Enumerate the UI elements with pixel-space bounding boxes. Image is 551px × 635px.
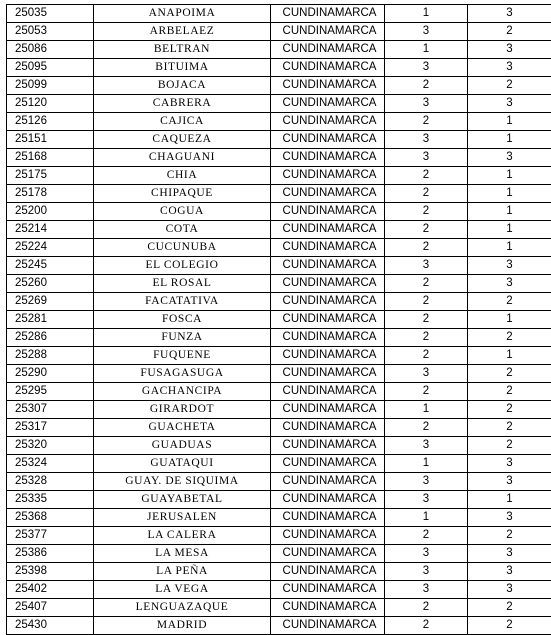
municipality-code-cell: 25035 (7, 5, 94, 23)
table-row (7, 239, 551, 257)
municipality-code-cell: 25269 (7, 293, 94, 311)
department-cell: CUNDINAMARCA (271, 41, 385, 59)
value-column-5-cell: 3 (468, 59, 551, 77)
municipality-name-cell: EL COLEGIO (94, 257, 271, 275)
department-cell: CUNDINAMARCA (271, 221, 385, 239)
department-cell: CUNDINAMARCA (271, 257, 385, 275)
value-column-5-cell: 3 (468, 5, 551, 23)
municipality-code-cell: 25168 (7, 149, 94, 167)
value-column-4-cell: 2 (385, 221, 468, 239)
value-column-4-cell: 2 (385, 167, 468, 185)
value-column-4-cell: 3 (385, 59, 468, 77)
table-row (7, 437, 551, 455)
municipality-code-cell: 25324 (7, 455, 94, 473)
value-column-5-cell: 1 (468, 167, 551, 185)
value-column-5-cell: 2 (468, 23, 551, 41)
department-cell: CUNDINAMARCA (271, 509, 385, 527)
department-cell: CUNDINAMARCA (271, 473, 385, 491)
value-column-4-cell: 3 (385, 131, 468, 149)
municipality-name-cell: CHIPAQUE (94, 185, 271, 203)
municipality-name-cell: BITUIMA (94, 59, 271, 77)
municipality-code-cell: 25335 (7, 491, 94, 509)
department-cell: CUNDINAMARCA (271, 617, 385, 635)
value-column-4-cell: 1 (385, 455, 468, 473)
department-cell: CUNDINAMARCA (271, 185, 385, 203)
value-column-5-cell: 3 (468, 149, 551, 167)
table-row (7, 491, 551, 509)
municipality-code-cell: 25151 (7, 131, 94, 149)
value-column-4-cell: 2 (385, 419, 468, 437)
municipality-code-cell: 25290 (7, 365, 94, 383)
table-row (7, 275, 551, 293)
municipality-code-cell: 25430 (7, 617, 94, 635)
department-cell: CUNDINAMARCA (271, 239, 385, 257)
municipality-name-cell: COGUA (94, 203, 271, 221)
municipality-name-cell: CAJICA (94, 113, 271, 131)
municipality-name-cell: GACHANCIPA (94, 383, 271, 401)
table-row (7, 455, 551, 473)
table-row (7, 419, 551, 437)
department-cell: CUNDINAMARCA (271, 131, 385, 149)
value-column-5-cell: 2 (468, 527, 551, 545)
municipality-name-cell: FACATATIVA (94, 293, 271, 311)
department-cell: CUNDINAMARCA (271, 599, 385, 617)
municipality-name-cell: JERUSALEN (94, 509, 271, 527)
department-cell: CUNDINAMARCA (271, 59, 385, 77)
municipality-name-cell: LA MESA (94, 545, 271, 563)
value-column-5-cell: 1 (468, 203, 551, 221)
municipality-table-sheet (6, 4, 551, 635)
value-column-4-cell: 3 (385, 545, 468, 563)
department-cell: CUNDINAMARCA (271, 23, 385, 41)
municipality-name-cell: CAQUEZA (94, 131, 271, 149)
value-column-5-cell: 1 (468, 491, 551, 509)
value-column-5-cell: 2 (468, 383, 551, 401)
value-column-4-cell: 3 (385, 257, 468, 275)
department-cell: CUNDINAMARCA (271, 419, 385, 437)
value-column-4-cell: 1 (385, 401, 468, 419)
table-row (7, 581, 551, 599)
municipality-code-cell: 25295 (7, 383, 94, 401)
municipality-code-cell: 25407 (7, 599, 94, 617)
municipality-name-cell: LA VEGA (94, 581, 271, 599)
table-row (7, 203, 551, 221)
value-column-4-cell: 2 (385, 617, 468, 635)
value-column-5-cell: 3 (468, 275, 551, 293)
value-column-5-cell: 3 (468, 455, 551, 473)
municipality-code-cell: 25328 (7, 473, 94, 491)
municipality-name-cell: LA CALERA (94, 527, 271, 545)
value-column-4-cell: 3 (385, 149, 468, 167)
value-column-5-cell: 3 (468, 581, 551, 599)
value-column-5-cell: 1 (468, 185, 551, 203)
value-column-4-cell: 2 (385, 275, 468, 293)
value-column-5-cell: 3 (468, 41, 551, 59)
value-column-5-cell: 3 (468, 545, 551, 563)
municipality-name-cell: ANAPOIMA (94, 5, 271, 23)
municipality-name-cell: LA PEÑA (94, 563, 271, 581)
value-column-5-cell: 3 (468, 95, 551, 113)
value-column-5-cell: 2 (468, 617, 551, 635)
municipality-code-cell: 25281 (7, 311, 94, 329)
value-column-4-cell: 3 (385, 563, 468, 581)
table-row (7, 77, 551, 95)
municipality-name-cell: GUAY. DE SIQUIMA (94, 473, 271, 491)
municipality-name-cell: CUCUNUBA (94, 239, 271, 257)
value-column-5-cell: 1 (468, 221, 551, 239)
table-row (7, 185, 551, 203)
municipality-name-cell: FUNZA (94, 329, 271, 347)
value-column-4-cell: 2 (385, 239, 468, 257)
municipality-name-cell: BOJACA (94, 77, 271, 95)
table-row (7, 617, 551, 635)
municipality-code-cell: 25053 (7, 23, 94, 41)
department-cell: CUNDINAMARCA (271, 113, 385, 131)
value-column-4-cell: 3 (385, 437, 468, 455)
municipality-code-cell: 25377 (7, 527, 94, 545)
table-row (7, 41, 551, 59)
table-row (7, 599, 551, 617)
table-row (7, 347, 551, 365)
value-column-5-cell: 3 (468, 563, 551, 581)
municipality-code-cell: 25368 (7, 509, 94, 527)
municipality-code-cell: 25175 (7, 167, 94, 185)
table-row (7, 167, 551, 185)
municipality-name-cell: BELTRAN (94, 41, 271, 59)
municipality-code-cell: 25214 (7, 221, 94, 239)
table-row (7, 473, 551, 491)
municipality-code-cell: 25245 (7, 257, 94, 275)
department-cell: CUNDINAMARCA (271, 383, 385, 401)
municipality-name-cell: LENGUAZAQUE (94, 599, 271, 617)
value-column-5-cell: 2 (468, 401, 551, 419)
municipality-name-cell: ARBELAEZ (94, 23, 271, 41)
value-column-4-cell: 2 (385, 203, 468, 221)
municipality-code-cell: 25402 (7, 581, 94, 599)
value-column-4-cell: 3 (385, 491, 468, 509)
table-row (7, 527, 551, 545)
table-body (7, 5, 551, 635)
municipality-code-cell: 25398 (7, 563, 94, 581)
department-cell: CUNDINAMARCA (271, 5, 385, 23)
value-column-4-cell: 2 (385, 383, 468, 401)
table-row (7, 383, 551, 401)
table-row (7, 293, 551, 311)
value-column-4-cell: 3 (385, 365, 468, 383)
value-column-4-cell: 2 (385, 329, 468, 347)
value-column-4-cell: 2 (385, 347, 468, 365)
table-row (7, 365, 551, 383)
table-row (7, 257, 551, 275)
department-cell: CUNDINAMARCA (271, 491, 385, 509)
table-row (7, 509, 551, 527)
value-column-5-cell: 2 (468, 329, 551, 347)
municipality-table (6, 4, 551, 635)
value-column-5-cell: 3 (468, 509, 551, 527)
municipality-code-cell: 25286 (7, 329, 94, 347)
department-cell: CUNDINAMARCA (271, 203, 385, 221)
municipality-name-cell: EL ROSAL (94, 275, 271, 293)
department-cell: CUNDINAMARCA (271, 527, 385, 545)
municipality-name-cell: FUSAGASUGA (94, 365, 271, 383)
value-column-4-cell: 2 (385, 311, 468, 329)
municipality-code-cell: 25317 (7, 419, 94, 437)
department-cell: CUNDINAMARCA (271, 149, 385, 167)
department-cell: CUNDINAMARCA (271, 545, 385, 563)
municipality-code-cell: 25288 (7, 347, 94, 365)
table-row (7, 329, 551, 347)
value-column-4-cell: 3 (385, 23, 468, 41)
department-cell: CUNDINAMARCA (271, 401, 385, 419)
department-cell: CUNDINAMARCA (271, 347, 385, 365)
department-cell: CUNDINAMARCA (271, 455, 385, 473)
table-row (7, 113, 551, 131)
department-cell: CUNDINAMARCA (271, 167, 385, 185)
department-cell: CUNDINAMARCA (271, 329, 385, 347)
municipality-code-cell: 25178 (7, 185, 94, 203)
table-row (7, 59, 551, 77)
municipality-name-cell: FOSCA (94, 311, 271, 329)
municipality-code-cell: 25095 (7, 59, 94, 77)
value-column-4-cell: 1 (385, 509, 468, 527)
value-column-4-cell: 3 (385, 473, 468, 491)
value-column-4-cell: 2 (385, 527, 468, 545)
municipality-name-cell: CHAGUANI (94, 149, 271, 167)
municipality-code-cell: 25099 (7, 77, 94, 95)
value-column-4-cell: 2 (385, 77, 468, 95)
department-cell: CUNDINAMARCA (271, 563, 385, 581)
municipality-code-cell: 25120 (7, 95, 94, 113)
department-cell: CUNDINAMARCA (271, 275, 385, 293)
municipality-name-cell: COTA (94, 221, 271, 239)
table-row (7, 401, 551, 419)
value-column-5-cell: 2 (468, 437, 551, 455)
municipality-code-cell: 25224 (7, 239, 94, 257)
municipality-code-cell: 25260 (7, 275, 94, 293)
value-column-5-cell: 3 (468, 257, 551, 275)
table-row (7, 149, 551, 167)
table-row (7, 545, 551, 563)
value-column-5-cell: 1 (468, 347, 551, 365)
value-column-5-cell: 1 (468, 311, 551, 329)
value-column-5-cell: 3 (468, 473, 551, 491)
department-cell: CUNDINAMARCA (271, 365, 385, 383)
value-column-5-cell: 1 (468, 113, 551, 131)
value-column-5-cell: 2 (468, 419, 551, 437)
municipality-name-cell: GIRARDOT (94, 401, 271, 419)
municipality-code-cell: 25200 (7, 203, 94, 221)
municipality-name-cell: GUATAQUI (94, 455, 271, 473)
value-column-5-cell: 2 (468, 77, 551, 95)
municipality-name-cell: CABRERA (94, 95, 271, 113)
value-column-4-cell: 2 (385, 293, 468, 311)
value-column-5-cell: 2 (468, 365, 551, 383)
municipality-code-cell: 25320 (7, 437, 94, 455)
table-row (7, 311, 551, 329)
value-column-5-cell: 1 (468, 131, 551, 149)
municipality-name-cell: FUQUENE (94, 347, 271, 365)
municipality-name-cell: MADRID (94, 617, 271, 635)
value-column-5-cell: 2 (468, 599, 551, 617)
department-cell: CUNDINAMARCA (271, 293, 385, 311)
value-column-4-cell: 2 (385, 599, 468, 617)
municipality-name-cell: GUACHETA (94, 419, 271, 437)
value-column-4-cell: 1 (385, 5, 468, 23)
department-cell: CUNDINAMARCA (271, 311, 385, 329)
municipality-code-cell: 25126 (7, 113, 94, 131)
value-column-4-cell: 3 (385, 581, 468, 599)
table-row (7, 563, 551, 581)
table-row (7, 95, 551, 113)
value-column-4-cell: 1 (385, 41, 468, 59)
department-cell: CUNDINAMARCA (271, 77, 385, 95)
municipality-code-cell: 25086 (7, 41, 94, 59)
municipality-name-cell: GUADUAS (94, 437, 271, 455)
municipality-code-cell: 25307 (7, 401, 94, 419)
value-column-5-cell: 2 (468, 293, 551, 311)
value-column-4-cell: 2 (385, 185, 468, 203)
value-column-5-cell: 1 (468, 239, 551, 257)
table-row (7, 23, 551, 41)
department-cell: CUNDINAMARCA (271, 437, 385, 455)
value-column-4-cell: 3 (385, 95, 468, 113)
municipality-code-cell: 25386 (7, 545, 94, 563)
municipality-name-cell: CHIA (94, 167, 271, 185)
table-row (7, 221, 551, 239)
table-row (7, 5, 551, 23)
department-cell: CUNDINAMARCA (271, 581, 385, 599)
table-row (7, 131, 551, 149)
department-cell: CUNDINAMARCA (271, 95, 385, 113)
value-column-4-cell: 2 (385, 113, 468, 131)
municipality-name-cell: GUAYABETAL (94, 491, 271, 509)
